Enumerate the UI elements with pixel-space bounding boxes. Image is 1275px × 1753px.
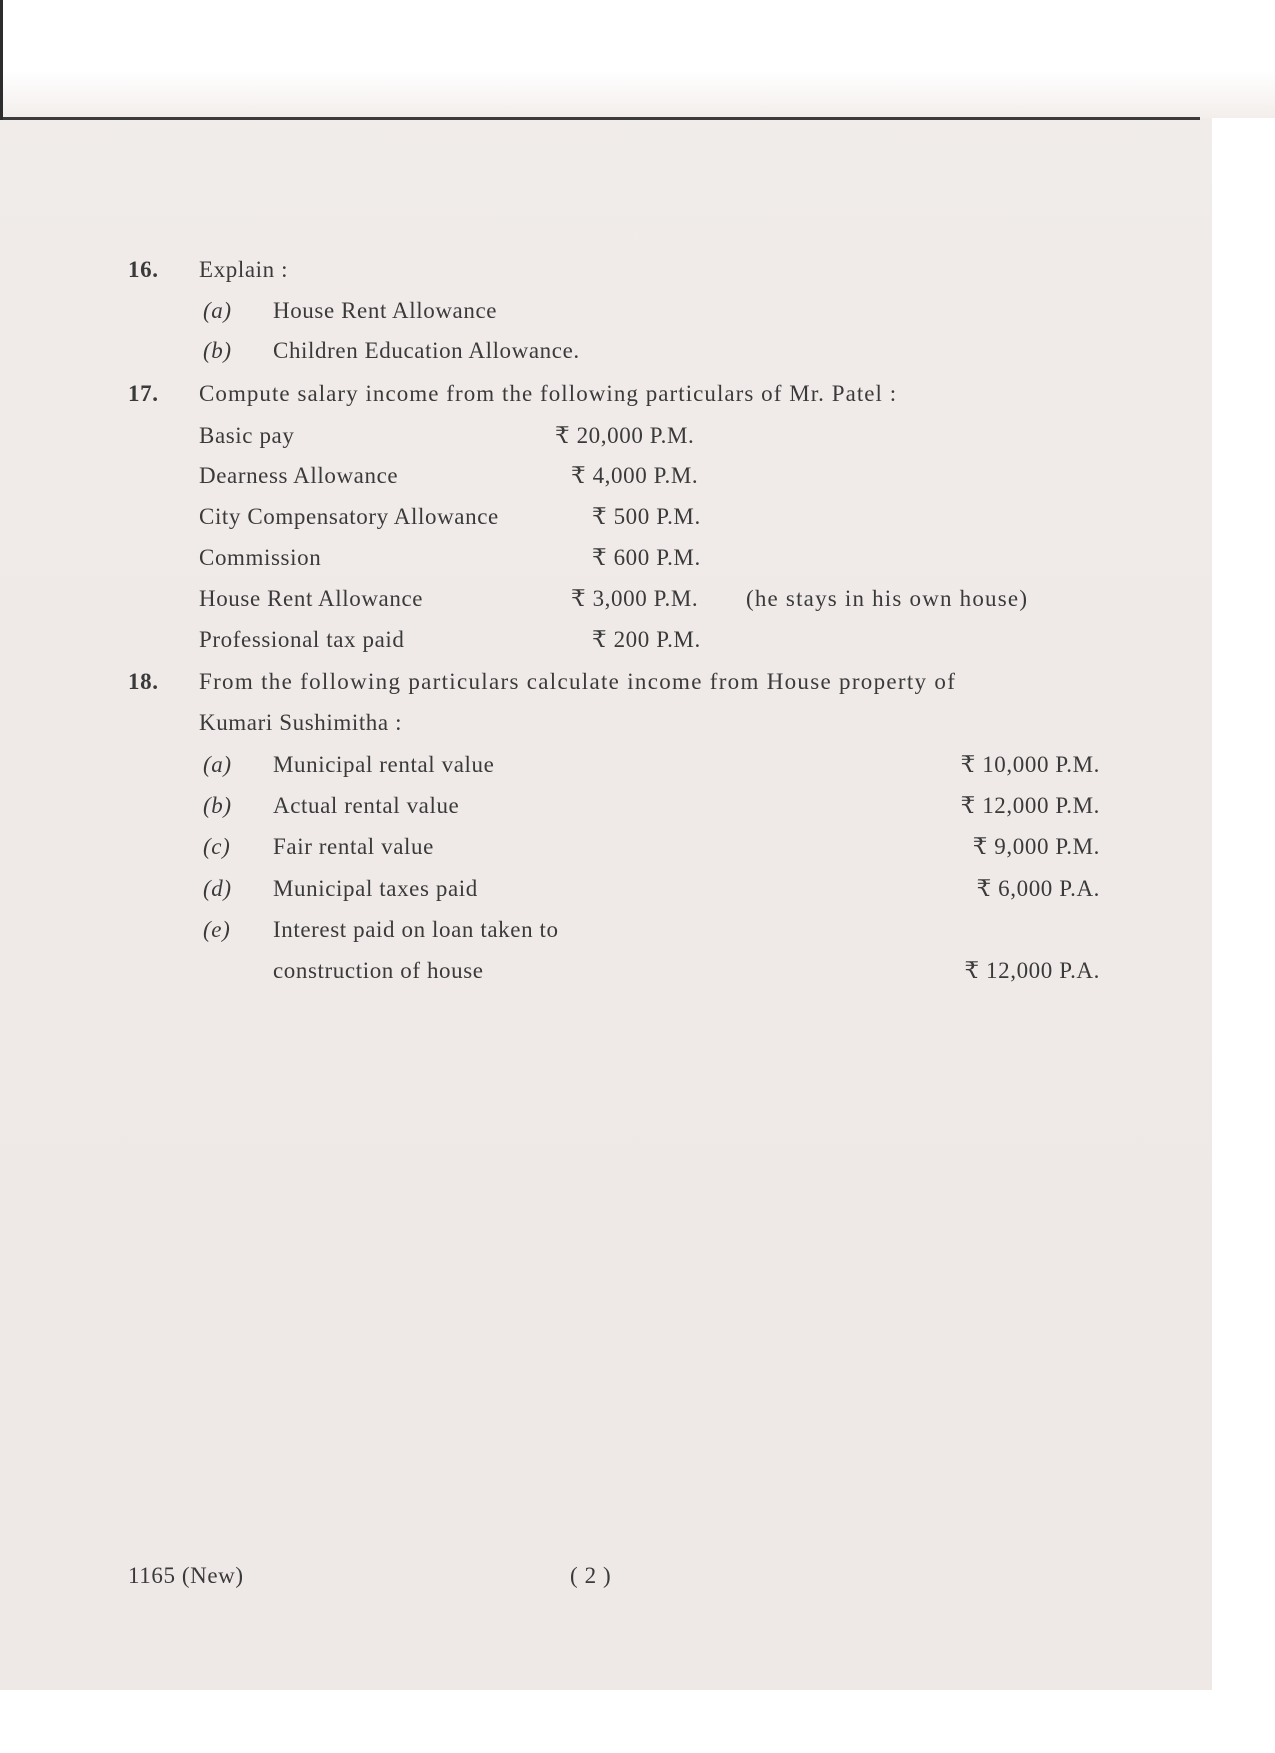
q18-d-label: (d) [203, 876, 232, 901]
q17-row-label: Commission [199, 545, 322, 570]
q18-b-text: Actual rental value [273, 793, 460, 818]
q17-row-label: Professional tax paid [199, 627, 405, 652]
q17-row-label: House Rent Allowance [199, 586, 424, 611]
q18-b-amount: ₹ 12,000 P.M. [960, 793, 1100, 818]
q17-row-label: City Compensatory Allowance [199, 504, 499, 529]
q18-a-label: (a) [203, 752, 232, 777]
top-margin [0, 0, 1275, 118]
q17-row-amount: ₹ 600 P.M. [592, 545, 701, 570]
q17-row-amount: ₹ 4,000 P.M. [571, 463, 699, 488]
q18-e-text: Interest paid on loan taken to [273, 917, 559, 942]
q17-row-label: Dearness Allowance [199, 463, 399, 488]
paper-code: 1165 (New) [128, 1563, 244, 1588]
q18-b-label: (b) [203, 793, 232, 818]
right-margin [1212, 118, 1275, 1753]
q16-b-label: (b) [203, 338, 232, 363]
q17-text: Compute salary income from the following particulars of Mr. Patel : [199, 381, 898, 406]
q17-row-note: (he stays in his own house) [746, 586, 1029, 611]
q18-d-amount: ₹ 6,000 P.A. [976, 876, 1100, 901]
q16-b-text: Children Education Allowance. [273, 338, 580, 363]
q17-row-amount: ₹ 3,000 P.M. [571, 586, 699, 611]
q16-a-text: House Rent Allowance [273, 298, 498, 323]
q18-c-amount: ₹ 9,000 P.M. [972, 834, 1100, 859]
bottom-margin [0, 1690, 1275, 1753]
q18-a-amount: ₹ 10,000 P.M. [960, 752, 1100, 777]
q18-c-text: Fair rental value [273, 834, 434, 859]
q16-a-label: (a) [203, 298, 232, 323]
q17-row-label: Basic pay [199, 423, 295, 448]
q18-a-text: Municipal rental value [273, 752, 495, 777]
q18-e-text-cont: construction of house [273, 958, 484, 983]
q18-text-line1: From the following particulars calculate income from House property of [199, 669, 957, 694]
q18-text-line2: Kumari Sushimitha : [199, 710, 403, 735]
q16-number: 16. [128, 257, 159, 282]
q18-number: 18. [128, 669, 159, 694]
q17-number: 17. [128, 381, 159, 406]
top-rule [0, 117, 1200, 120]
q17-row-amount: ₹ 500 P.M. [592, 504, 701, 529]
left-edge [0, 0, 3, 120]
q18-d-text: Municipal taxes paid [273, 876, 478, 901]
q18-e-amount: ₹ 12,000 P.A. [964, 958, 1100, 983]
page-number: ( 2 ) [570, 1563, 612, 1588]
q17-row-amount: ₹ 200 P.M. [592, 627, 701, 652]
q18-c-label: (c) [203, 834, 231, 859]
q17-row-amount: ₹ 20,000 P.M. [555, 423, 695, 448]
q18-e-label: (e) [203, 917, 231, 942]
q16-text: Explain : [199, 257, 289, 282]
